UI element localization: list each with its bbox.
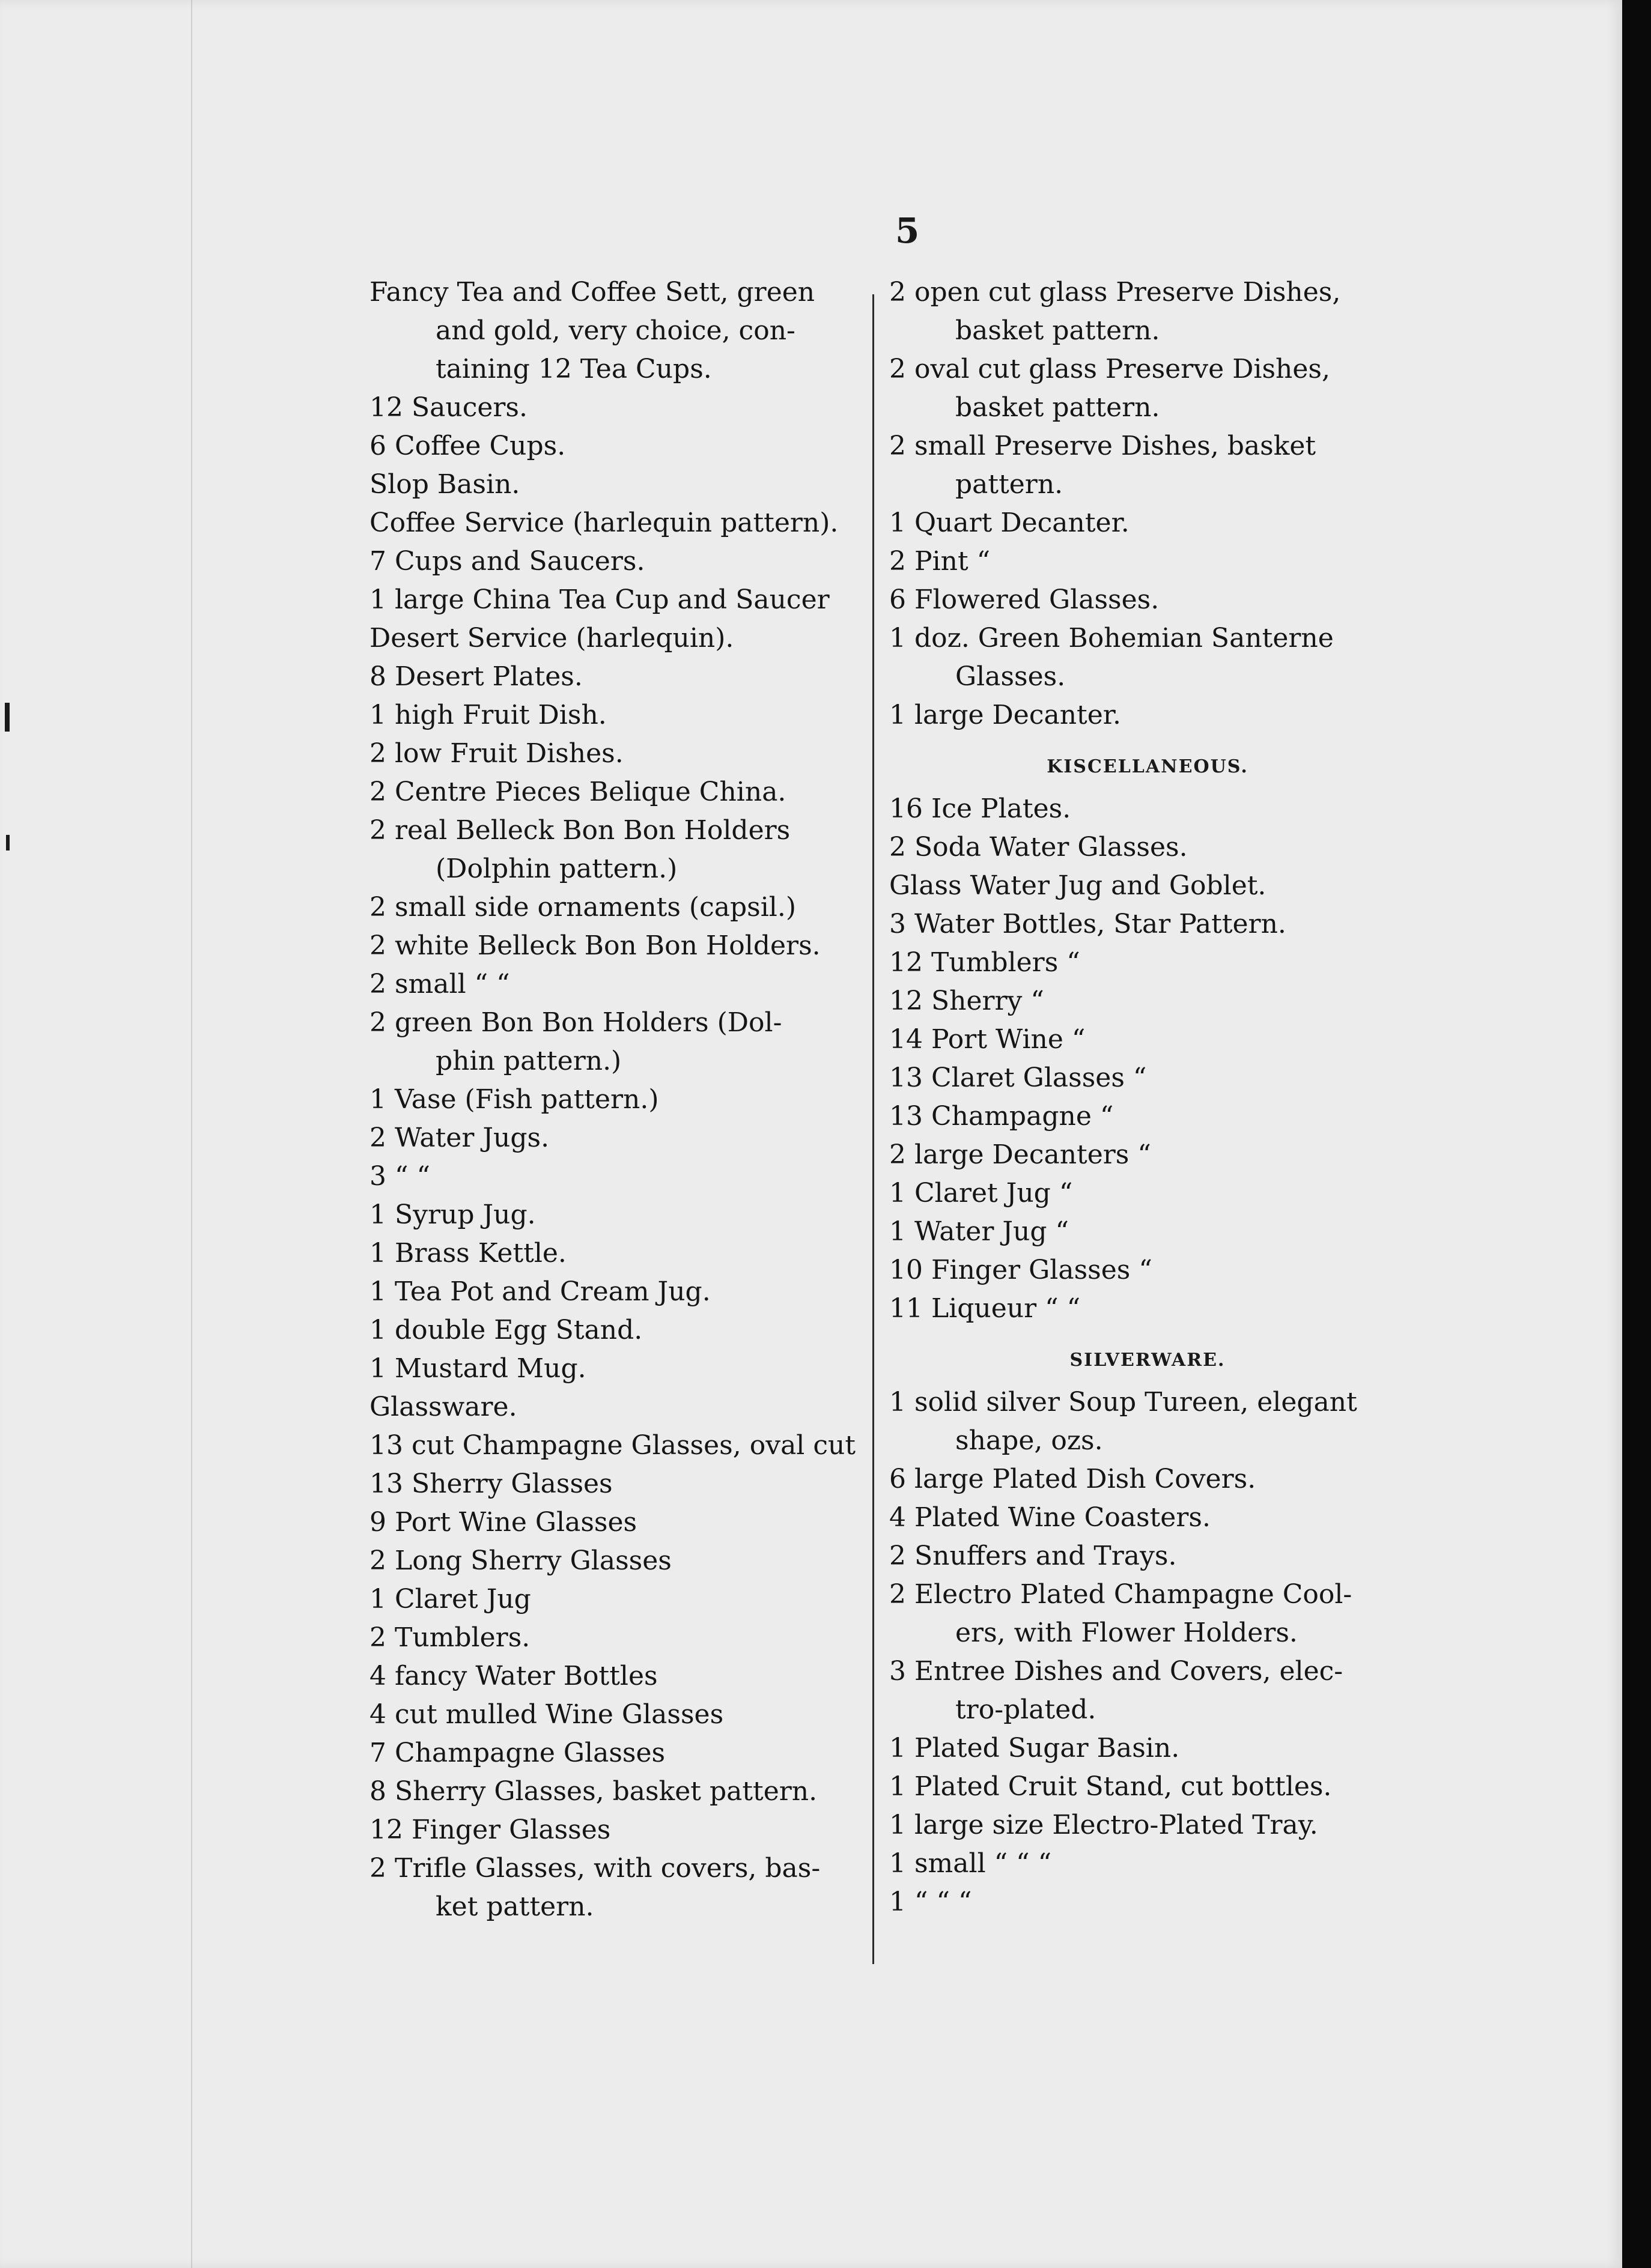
list-item-text: 1 large size Electro-Plated Tray. xyxy=(889,1810,1318,1840)
list-item-text: 1 Mustard Mug. xyxy=(369,1353,586,1384)
list-item xyxy=(889,696,1406,735)
right-column xyxy=(889,273,1406,1921)
list-item xyxy=(889,504,1406,542)
list-item xyxy=(369,1465,868,1503)
list-item-continuation: (Dolphin pattern.) xyxy=(436,854,678,884)
list-item-text: 2 Centre Pieces Belique China. xyxy=(369,777,786,807)
page-number: 5 xyxy=(895,210,920,251)
list-item-text: 13 Claret Glasses “ xyxy=(889,1063,1147,1093)
list-item-text: 1 double Egg Stand. xyxy=(369,1315,643,1345)
list-item xyxy=(369,888,868,927)
list-item-text: 2 oval cut glass Preserve Dishes, xyxy=(889,354,1330,384)
list-item-text: 2 small “ “ xyxy=(369,969,510,999)
list-item xyxy=(889,1213,1406,1251)
miscellaneous-list xyxy=(889,790,1406,1328)
list-item xyxy=(889,542,1406,581)
list-item xyxy=(369,1849,868,1926)
list-item xyxy=(369,927,868,965)
list-item xyxy=(369,1772,868,1811)
list-item xyxy=(889,1845,1406,1883)
list-item xyxy=(889,1174,1406,1213)
list-item-text: 7 Cups and Saucers. xyxy=(369,546,645,577)
list-item-text: 2 Electro Plated Champagne Cool- xyxy=(889,1579,1352,1610)
list-item xyxy=(889,1020,1406,1059)
list-item-text: 4 Plated Wine Coasters. xyxy=(889,1502,1211,1533)
list-item xyxy=(889,1059,1406,1097)
list-item xyxy=(889,944,1406,982)
list-item-text: 2 Long Sherry Glasses xyxy=(369,1545,672,1576)
list-item-text: 1 Water Jug “ xyxy=(889,1216,1069,1247)
list-item xyxy=(369,658,868,696)
list-item xyxy=(889,1251,1406,1290)
list-item xyxy=(369,773,868,811)
list-item-text: 1 Vase (Fish pattern.) xyxy=(369,1084,659,1115)
list-item xyxy=(889,790,1406,828)
list-item-text: 1 Claret Jug xyxy=(369,1584,531,1615)
list-item-text: 12 Finger Glasses xyxy=(369,1815,611,1845)
list-item xyxy=(369,1388,868,1427)
list-item-continuation: ket pattern. xyxy=(436,1891,594,1922)
list-item-text: 1 large Decanter. xyxy=(889,700,1121,730)
list-item xyxy=(369,581,868,619)
list-item-text: 2 low Fruit Dishes. xyxy=(369,738,624,769)
list-item-text: 8 Desert Plates. xyxy=(369,661,583,692)
list-item-continuation: pattern. xyxy=(955,469,1063,500)
page-fold-line xyxy=(191,0,192,2268)
list-item-text: 8 Sherry Glasses, basket pattern. xyxy=(369,1776,818,1807)
list-item xyxy=(889,1136,1406,1174)
list-item xyxy=(369,1004,868,1081)
list-item-text: 3 Water Bottles, Star Pattern. xyxy=(889,909,1286,939)
left-edge-mark xyxy=(5,703,10,732)
list-item xyxy=(369,1619,868,1657)
column-divider xyxy=(872,294,874,1964)
list-item xyxy=(889,1097,1406,1136)
list-item xyxy=(369,273,868,389)
list-item-text: 7 Champagne Glasses xyxy=(369,1738,666,1768)
list-item-text: 11 Liqueur “ “ xyxy=(889,1293,1081,1324)
list-item xyxy=(369,465,868,504)
list-item-continuation: basket pattern. xyxy=(955,392,1160,423)
list-item-text: 2 Trifle Glasses, with covers, bas- xyxy=(369,1853,821,1884)
list-item xyxy=(369,1196,868,1234)
list-item-text: 1 Plated Sugar Basin. xyxy=(889,1733,1180,1763)
list-item xyxy=(889,619,1406,696)
list-item xyxy=(889,427,1406,504)
list-item-text: 1 small “ “ “ xyxy=(889,1848,1052,1879)
list-item-text: 13 Champagne “ xyxy=(889,1101,1114,1132)
list-item xyxy=(889,273,1406,350)
list-item xyxy=(369,619,868,658)
list-item xyxy=(369,965,868,1004)
list-item-text: 2 small Preserve Dishes, basket xyxy=(889,431,1316,461)
list-item xyxy=(889,1290,1406,1328)
list-item-text: 4 cut mulled Wine Glasses xyxy=(369,1699,724,1730)
list-item-text: Slop Basin. xyxy=(369,469,520,500)
list-item xyxy=(369,504,868,542)
list-item xyxy=(369,1350,868,1388)
miscellaneous-heading: KISCELLANEOUS. xyxy=(1047,756,1248,777)
list-item-text: 2 real Belleck Bon Bon Holders xyxy=(369,815,791,846)
list-item xyxy=(369,1273,868,1311)
left-column xyxy=(369,273,868,1926)
list-item-text: 1 Syrup Jug. xyxy=(369,1199,536,1230)
list-item-text: Coffee Service (harlequin pattern). xyxy=(369,508,839,538)
list-item-text: 2 Snuffers and Trays. xyxy=(889,1541,1177,1571)
list-item-continuation: shape, ozs. xyxy=(955,1425,1103,1456)
list-item xyxy=(369,1427,868,1465)
list-item-continuation: phin pattern.) xyxy=(436,1046,622,1076)
list-item-text: 2 open cut glass Preserve Dishes, xyxy=(889,277,1341,308)
list-item xyxy=(369,811,868,888)
list-item xyxy=(369,389,868,427)
list-item-text: 3 Entree Dishes and Covers, elec- xyxy=(889,1656,1343,1687)
list-item xyxy=(889,905,1406,944)
list-item-text: 1 high Fruit Dish. xyxy=(369,700,607,730)
list-item xyxy=(889,581,1406,619)
list-item-text: 2 green Bon Bon Holders (Dol- xyxy=(369,1007,782,1038)
left-edge-mark xyxy=(6,835,10,850)
list-item xyxy=(889,867,1406,905)
list-item xyxy=(889,828,1406,867)
list-item-text: 6 Flowered Glasses. xyxy=(889,584,1160,615)
list-item xyxy=(889,1652,1406,1729)
list-item-text: 1 Tea Pot and Cream Jug. xyxy=(369,1276,711,1307)
list-item xyxy=(889,1499,1406,1537)
list-item xyxy=(889,1537,1406,1575)
list-item xyxy=(369,1157,868,1196)
list-item-text: 9 Port Wine Glasses xyxy=(369,1507,637,1538)
list-item-text: Desert Service (harlequin). xyxy=(369,623,734,653)
list-item-text: 2 Tumblers. xyxy=(369,1622,531,1653)
list-item xyxy=(369,542,868,581)
list-item-text: 2 Soda Water Glasses. xyxy=(889,832,1188,863)
list-item-text: 1 solid silver Soup Tureen, elegant xyxy=(889,1387,1357,1418)
list-item xyxy=(369,427,868,465)
list-item-continuation: taining 12 Tea Cups. xyxy=(436,354,712,384)
list-item-text: 13 cut Champagne Glasses, oval cut xyxy=(369,1430,856,1461)
list-item xyxy=(369,1119,868,1157)
list-item-continuation: basket pattern. xyxy=(955,315,1160,346)
list-item xyxy=(369,735,868,773)
list-item xyxy=(369,1696,868,1734)
list-item xyxy=(889,1768,1406,1806)
list-item xyxy=(889,1383,1406,1460)
list-item-text: 10 Finger Glasses “ xyxy=(889,1255,1152,1285)
list-item xyxy=(369,1234,868,1273)
list-item xyxy=(369,1580,868,1619)
glassware-list xyxy=(889,273,1406,735)
list-item-text: 1 “ “ “ xyxy=(889,1887,972,1917)
silverware-list xyxy=(889,1383,1406,1921)
list-item xyxy=(369,1811,868,1849)
list-item xyxy=(889,1729,1406,1768)
list-item xyxy=(369,1542,868,1580)
list-item-text: 6 Coffee Cups. xyxy=(369,431,566,461)
list-item-text: 1 Quart Decanter. xyxy=(889,508,1130,538)
list-item xyxy=(889,1883,1406,1921)
list-item-text: 6 large Plated Dish Covers. xyxy=(889,1464,1256,1494)
list-item xyxy=(889,1460,1406,1499)
list-item xyxy=(369,1081,868,1119)
list-item-continuation: Glasses. xyxy=(955,661,1066,692)
list-item-text: 14 Port Wine “ xyxy=(889,1024,1086,1055)
list-item-text: 2 Pint “ xyxy=(889,546,991,577)
list-item xyxy=(369,1657,868,1696)
list-item xyxy=(889,1806,1406,1845)
list-item-text: 2 Water Jugs. xyxy=(369,1123,550,1153)
list-item xyxy=(369,1311,868,1350)
list-item-continuation: ers, with Flower Holders. xyxy=(955,1618,1298,1648)
list-item-text: 2 small side ornaments (capsil.) xyxy=(369,892,797,923)
list-item-text: Glassware. xyxy=(369,1392,517,1422)
list-item-continuation: tro-plated. xyxy=(955,1694,1096,1725)
list-item xyxy=(889,1575,1406,1652)
list-item-text: Glass Water Jug and Goblet. xyxy=(889,870,1266,901)
list-item-text: 1 doz. Green Bohemian Santerne xyxy=(889,623,1334,653)
list-item xyxy=(889,350,1406,427)
list-item-text: 12 Tumblers “ xyxy=(889,947,1080,978)
list-item-text: 16 Ice Plates. xyxy=(889,793,1071,824)
list-item-text: Fancy Tea and Coffee Sett, green xyxy=(369,277,815,308)
list-item xyxy=(369,1503,868,1542)
list-item-text: 1 Brass Kettle. xyxy=(369,1238,567,1269)
list-item-text: 1 large China Tea Cup and Saucer xyxy=(369,584,830,615)
list-item-text: 12 Saucers. xyxy=(369,392,528,423)
list-item-continuation: and gold, very choice, con- xyxy=(436,315,795,346)
list-item xyxy=(889,982,1406,1020)
list-item xyxy=(369,1734,868,1772)
list-item xyxy=(369,696,868,735)
list-item-text: 4 fancy Water Bottles xyxy=(369,1661,658,1691)
list-item-text: 13 Sherry Glasses xyxy=(369,1469,613,1499)
silverware-heading: SILVERWARE. xyxy=(1069,1350,1226,1371)
list-item-text: 1 Claret Jug “ xyxy=(889,1178,1073,1208)
list-item-text: 2 white Belleck Bon Bon Holders. xyxy=(369,930,821,961)
list-item-text: 12 Sherry “ xyxy=(889,986,1044,1016)
list-item-text: 3 “ “ xyxy=(369,1161,430,1192)
list-item-text: 1 Plated Cruit Stand, cut bottles. xyxy=(889,1771,1332,1802)
list-item-text: 2 large Decanters “ xyxy=(889,1139,1151,1170)
